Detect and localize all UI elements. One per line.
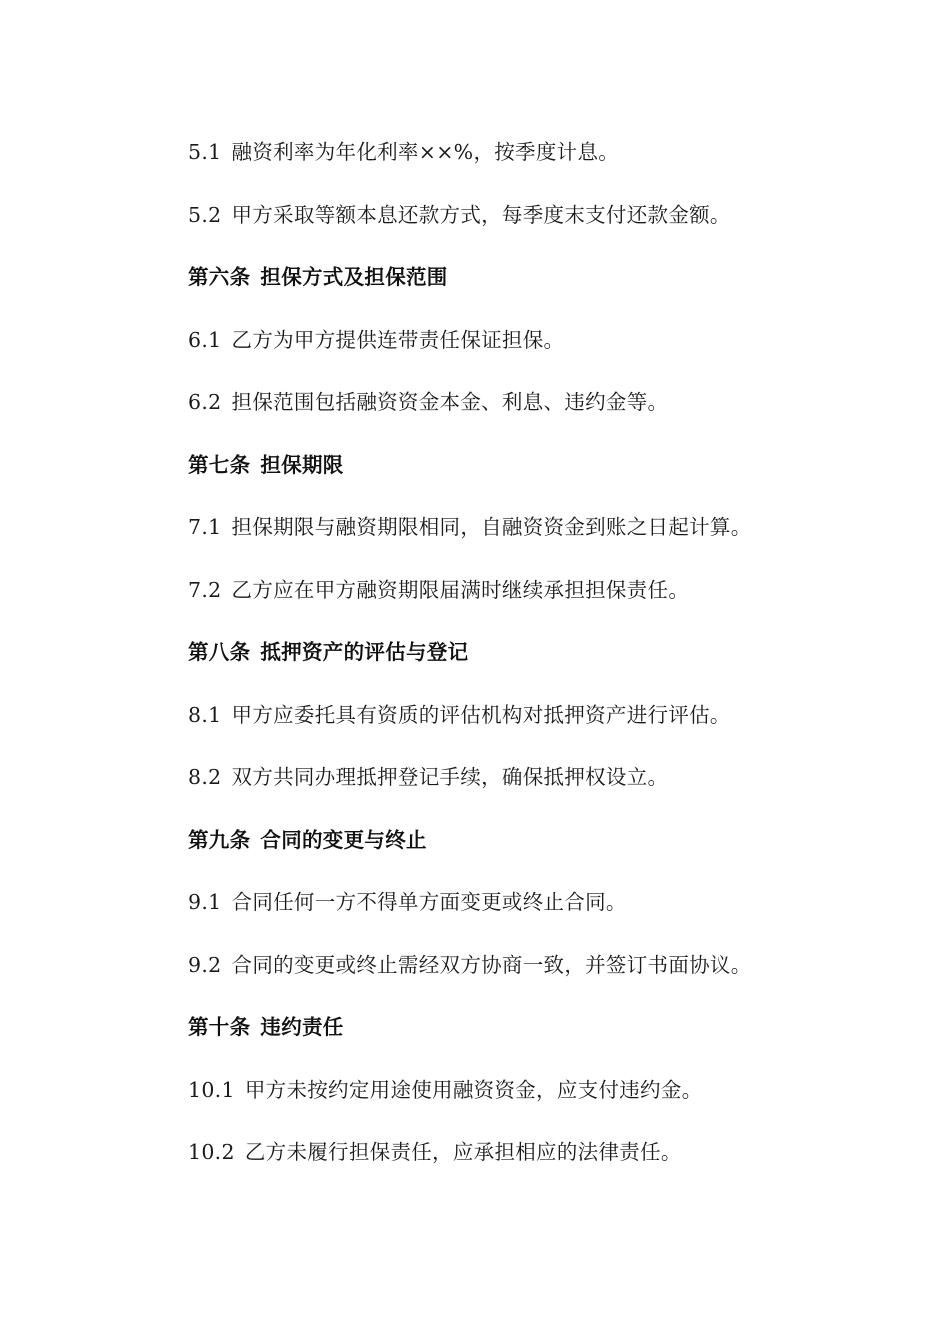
article-label: 第九条 xyxy=(188,827,251,852)
article-title: 抵押资产的评估与登记 xyxy=(260,640,469,664)
clause-number: 7.2 xyxy=(188,577,222,602)
clause-number: 6.2 xyxy=(188,390,222,414)
clause-text: 甲方采取等额本息还款方式，每季度末支付还款金额。 xyxy=(231,202,731,227)
clause-text: 担保期限与融资期限相同，自融资资金到账之日起计算。 xyxy=(231,515,752,539)
clause-9-1 xyxy=(188,883,908,946)
article-10-heading xyxy=(188,1008,908,1071)
article-7-heading xyxy=(188,446,908,509)
clause-text: 甲方未按约定用途使用融资资金，应支付违约金。 xyxy=(244,1077,703,1102)
clause-number: 9.2 xyxy=(188,952,222,977)
clause-9-2 xyxy=(188,946,908,1009)
article-label: 第十条 xyxy=(188,1015,251,1039)
clause-number: 6.1 xyxy=(188,327,222,352)
clause-text: 乙方未履行担保责任，应承担相应的法律责任。 xyxy=(244,1140,682,1164)
clause-8-2 xyxy=(188,758,908,821)
clause-text: 担保范围包括融资资金本金、利息、违约金等。 xyxy=(231,390,669,414)
clause-8-1 xyxy=(188,696,908,759)
article-6-heading xyxy=(188,258,908,321)
clause-number: 7.1 xyxy=(188,515,222,539)
article-8-heading xyxy=(188,633,908,696)
clause-7-1 xyxy=(188,508,908,571)
clause-5-2 xyxy=(188,196,908,259)
article-title: 担保期限 xyxy=(260,452,344,477)
clause-10-1 xyxy=(188,1071,908,1134)
clause-text: 乙方为甲方提供连带责任保证担保。 xyxy=(231,327,565,352)
clause-7-2 xyxy=(188,571,908,634)
article-title: 违约责任 xyxy=(260,1015,344,1039)
clause-10-2 xyxy=(188,1133,908,1196)
clause-text: 双方共同办理抵押登记手续，确保抵押权设立。 xyxy=(231,765,669,789)
clause-number: 10.1 xyxy=(188,1077,235,1102)
clause-text: 合同的变更或终止需经双方协商一致，并签订书面协议。 xyxy=(231,952,752,977)
clause-number: 8.1 xyxy=(188,702,222,727)
clause-number: 10.2 xyxy=(188,1140,235,1164)
clause-number: 8.2 xyxy=(188,765,222,789)
clause-number: 5.1 xyxy=(188,140,222,164)
clause-6-2 xyxy=(188,383,908,446)
clause-text: 乙方应在甲方融资期限届满时继续承担担保责任。 xyxy=(231,577,690,602)
clause-text: 合同任何一方不得单方面变更或终止合同。 xyxy=(231,890,627,914)
article-9-heading xyxy=(188,821,908,884)
article-label: 第六条 xyxy=(188,265,251,289)
clause-6-1 xyxy=(188,321,908,384)
clause-text: 甲方应委托具有资质的评估机构对抵押资产进行评估。 xyxy=(231,702,731,727)
article-title: 合同的变更与终止 xyxy=(260,827,427,852)
article-label: 第八条 xyxy=(188,640,251,664)
article-label: 第七条 xyxy=(188,452,251,477)
clause-number: 9.1 xyxy=(188,890,222,914)
article-title: 担保方式及担保范围 xyxy=(260,265,448,289)
clause-text: 融资利率为年化利率××%，按季度计息。 xyxy=(231,140,620,164)
document-body xyxy=(188,133,908,1196)
clause-5-1 xyxy=(188,133,908,196)
clause-number: 5.2 xyxy=(188,202,222,227)
